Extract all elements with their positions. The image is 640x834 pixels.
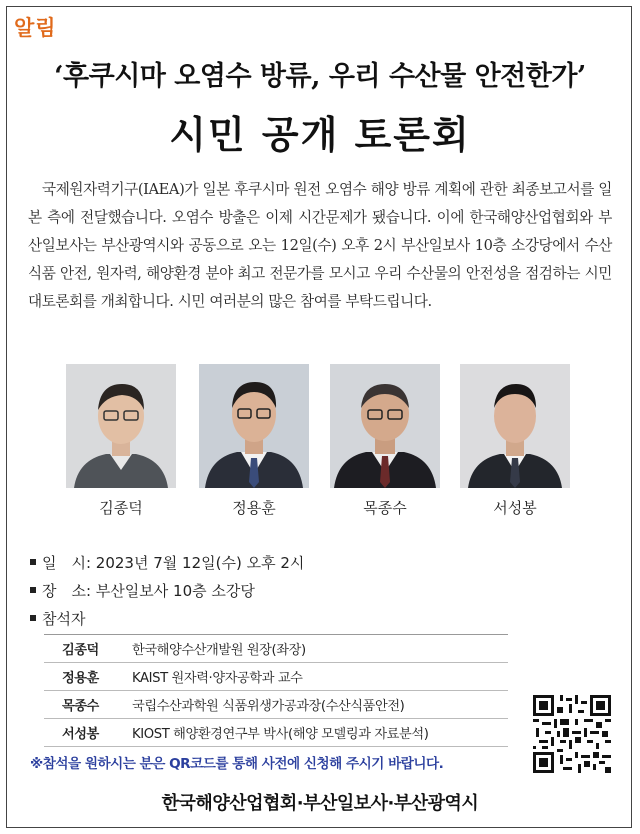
- speaker-name: 김종덕: [99, 499, 143, 517]
- table-row: [44, 691, 508, 719]
- speaker-photo: [199, 364, 309, 488]
- attendee-name: 목종수: [62, 699, 99, 714]
- qr-code-icon[interactable]: [533, 695, 611, 773]
- notice-tag: 알림: [14, 16, 57, 40]
- qr-note: ※참석을 원하시는 분은 QR코드를 통해 사전에 신청해 주시기 바랍니다.: [30, 756, 444, 772]
- speaker-card: [460, 364, 570, 518]
- event-date-label: 일 시: [42, 554, 86, 572]
- event-date-value: : 2023년 7월 12일(수) 오후 2시: [85, 554, 305, 572]
- title-line-2: 시민 공개 토론회: [169, 112, 471, 157]
- speaker-card: [199, 364, 309, 518]
- attendee-role: KAIST 원자력·양자공학과 교수: [132, 671, 303, 686]
- attendee-name: 김종덕: [62, 643, 99, 658]
- speaker-name: 서성봉: [493, 499, 537, 517]
- attendee-role: 한국해양수산개발원 원장(좌장): [132, 643, 306, 658]
- attendee-name: 정용훈: [62, 671, 99, 686]
- intro-paragraph: 국제원자력기구(IAEA)가 일본 후쿠시마 원전 오염수 해양 방류 계획에 관한 최종보고서를 일본 측에 전달했습니다. 오염수 방출은 이제 시간문제가 됐습니다. 이에 한국해양산업협회와 부산일보사는 부산광역시와 공동으로 오는 12일(수) 오후 2시 부산일보사 10층 소강당에서 수산식품 안전, 원자력, 해양환경 분야 최고 전문가를 모시고 우리 수산물의 안전성을 점검하는 시민 대토론회를 개최합니다. 시민 여러분의 많은 참여를 부탁드립니다.: [28, 181, 612, 310]
- table-row: [44, 719, 508, 747]
- speaker-photo: [330, 364, 440, 488]
- event-place: [30, 580, 255, 601]
- table-row: [44, 635, 508, 663]
- event-place-label: 장 소: [42, 582, 86, 600]
- speaker-photo: [66, 364, 176, 488]
- event-attendees: [30, 608, 85, 629]
- attendee-role: KIOST 해양환경연구부 박사(해양 모델링과 자료분석): [132, 727, 429, 742]
- table-row: [44, 663, 508, 691]
- title-line-1: ‘후쿠시마 오염수 방류, 우리 수산물 안전한가’: [54, 61, 586, 92]
- attendees-table: [44, 634, 508, 747]
- attendees-label: 참석자: [42, 610, 86, 628]
- bullet-icon: [30, 587, 36, 593]
- attendee-role: 국립수산과학원 식품위생가공과장(수산식품안전): [132, 699, 405, 714]
- speaker-photos: [66, 364, 586, 534]
- event-date: [30, 552, 304, 573]
- speaker-name: 목종수: [363, 499, 407, 517]
- speaker-photo: [460, 364, 570, 488]
- bullet-icon: [30, 615, 36, 621]
- speaker-name: 정용훈: [232, 499, 276, 517]
- bullet-icon: [30, 559, 36, 565]
- organizers-footer: 한국해양산업협회·부산일보사·부산광역시: [161, 793, 479, 814]
- speaker-card: [66, 364, 176, 518]
- speaker-card: [330, 364, 440, 518]
- attendee-name: 서성봉: [62, 727, 99, 742]
- event-place-value: : 부산일보사 10층 소강당: [85, 582, 255, 600]
